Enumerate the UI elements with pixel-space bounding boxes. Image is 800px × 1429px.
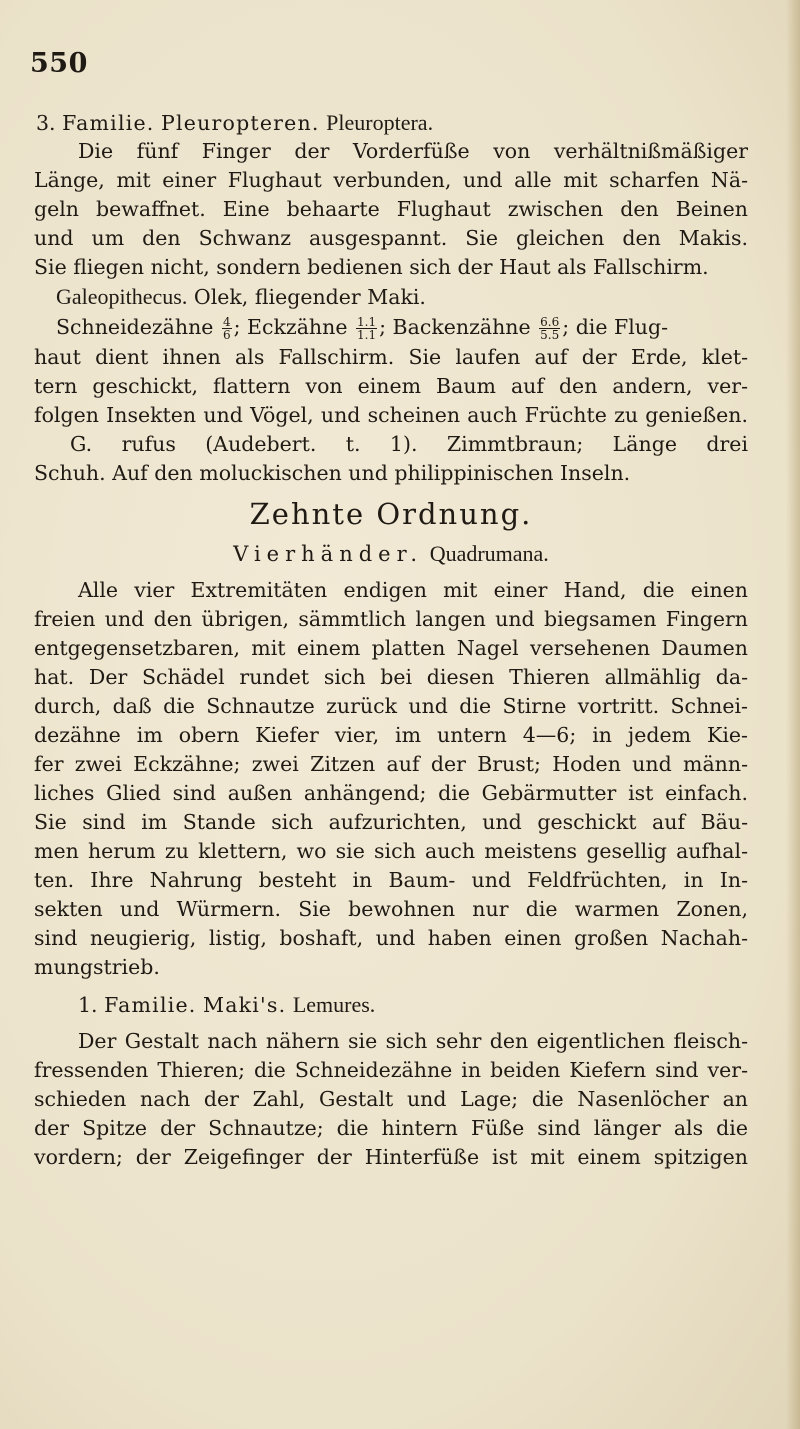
genus-name: Galeopithecus. <box>56 284 188 309</box>
dental-incisors-label: Schneidezähne <box>56 315 214 339</box>
family-heading-pleuroptera <box>34 108 748 137</box>
fraction-denominator: 1.1 <box>357 328 377 342</box>
order-subtitle-german: Vierhänder. <box>233 542 423 566</box>
paragraph-line: durch, daß die Schnautze zurück und die Stirne vortritt. Schnei- <box>34 694 748 718</box>
order-subtitle <box>34 538 748 570</box>
paragraph-line: vordern; der Zeigefinger der Hinterfüße ist mit einem spitzigen <box>34 1145 748 1169</box>
paragraph-line: fressenden Thieren; die Schneidezähne in beiden Kiefern sind ver- <box>34 1058 748 1082</box>
paragraph-line: freien und den übrigen, sämmtlich langen und biegsamen Fingern <box>34 607 748 631</box>
dental-formula: Schneidezähne $\frac{4}{6}$ ; Eckzähne $\frac{1.1}{1.1}$ ; Backenzähne $\frac{6.6}{5.5}$ ; die Flug- <box>56 315 669 342</box>
paragraph-line: geln bewaffnet. Eine behaarte Flughaut zwischen den Beinen <box>34 197 748 221</box>
family-heading-lemures <box>34 990 748 1019</box>
paragraph-line: dezähne im obern Kiefer vier, im untern 4—6; in jedem Kie- <box>34 723 748 747</box>
page-edge-shadow <box>786 0 800 1429</box>
genus-heading-galeopithecus <box>34 282 748 311</box>
species-line-rufus: G. rufus (Audebert. t. 1). Zimmtbraun; Länge drei <box>70 432 748 456</box>
genus-common-name: Olek, fliegender Maki. <box>193 285 426 309</box>
fraction-numerator: 6.6 <box>540 315 560 329</box>
paragraph-line: entgegensetzbaren, mit einem platten Nagel versehenen Daumen <box>34 636 748 660</box>
paragraph-line: Sie sind im Stande sich aufzurichten, und geschickt auf Bäu- <box>34 810 748 834</box>
paragraph-line: liches Glied sind außen anhängend; die Gebärmutter ist einfach. <box>34 781 748 805</box>
page-number: 550 <box>30 48 88 79</box>
paragraph-line: Länge, mit einer Flughaut verbunden, und alle mit scharfen Nä- <box>34 168 748 192</box>
family-heading-name: Pleuropteren. <box>161 111 320 135</box>
paragraph-line: Der Gestalt nach nähern sie sich sehr den eigentlichen fleisch- <box>78 1029 748 1053</box>
dental-canines-label: Eckzähne <box>247 315 348 339</box>
paragraph-line: men herum zu klettern, wo sie sich auch meistens gesellig aufhal- <box>34 839 748 863</box>
paragraph-line: folgen Insekten und Vögel, und scheinen auch Früchte zu genießen. <box>34 403 748 427</box>
dental-molars-label: Backenzähne <box>392 315 531 339</box>
dental-canines-fraction <box>356 316 377 341</box>
paragraph-line: tern geschickt, flattern von einem Baum auf den andern, ver- <box>34 374 748 398</box>
paragraph-line: sind neugierig, listig, boshaft, und haben einen großen Nachah- <box>34 926 748 950</box>
order-title: Zehnte Ordnung. <box>249 497 533 531</box>
fraction-numerator: 1.1 <box>357 315 377 329</box>
text-block <box>34 108 748 1172</box>
fraction-numerator: 4 <box>222 315 231 329</box>
fraction-denominator: 5.5 <box>540 328 560 342</box>
paragraph-line: hat. Der Schädel rundet sich bei diesen Thieren allmählig da- <box>34 665 748 689</box>
paragraph-line: Sie fliegen nicht, sondern bedienen sich der Haut als Fallschirm. <box>34 255 709 279</box>
dental-formula-tail: ; die Flug- <box>562 315 669 339</box>
paragraph-line: sekten und Würmern. Sie bewohnen nur die warmen Zonen, <box>34 897 748 921</box>
paragraph-line: Alle vier Extremitäten endigen mit einer Hand, die einen <box>78 578 748 602</box>
fraction-denominator: 6 <box>222 328 231 342</box>
family-heading-number: 1. <box>78 993 98 1017</box>
dental-molars-fraction <box>539 316 560 341</box>
family-heading-latin: Pleuroptera. <box>326 110 434 135</box>
paragraph-line: haut dient ihnen als Fallschirm. Sie laufen auf der Erde, klet- <box>34 345 748 369</box>
paragraph-line: fer zwei Eckzähne; zwei Zitzen auf der Brust; Hoden und männ- <box>34 752 748 776</box>
paragraph-line: schieden nach der Zahl, Gestalt und Lage; die Nasenlöcher an <box>34 1087 748 1111</box>
paragraph-line: der Spitze der Schnautze; die hintern Füße sind länger als die <box>34 1116 748 1140</box>
dental-incisors-fraction <box>222 316 232 341</box>
family-heading-latin: Lemures. <box>292 992 376 1017</box>
paragraph-line: und um den Schwanz ausgespannt. Sie gleichen den Makis. <box>34 226 748 250</box>
paragraph-line: mungstrieb. <box>34 955 160 979</box>
family-heading-number: 3. <box>36 111 56 135</box>
order-subtitle-latin: Quadrumana. <box>429 541 549 566</box>
family-heading-label: Familie. <box>62 111 155 135</box>
family-heading-name: Maki's. <box>203 993 287 1017</box>
paragraph-line: ten. Ihre Nahrung besteht in Baum- und Feldfrüchten, in In- <box>34 868 748 892</box>
paragraph-line: Die fünf Finger der Vorderfüße von verhältnißmäßiger <box>78 139 748 163</box>
species-line-rufus-cont: Schuh. Auf den moluckischen und philippinischen Inseln. <box>34 461 631 485</box>
family-heading-label: Familie. <box>104 993 197 1017</box>
